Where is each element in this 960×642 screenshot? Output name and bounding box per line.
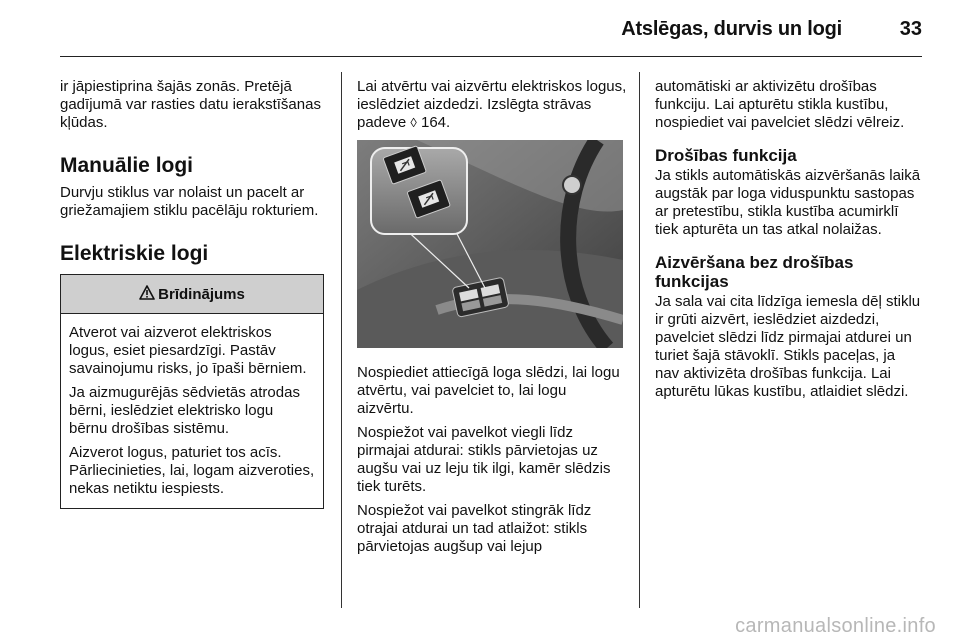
col2-paragraph-1: Nospiediet attiecīgā loga slēdzi, lai logu atvērtu, vai pavelciet to, lai logu aizvērtu. xyxy=(357,364,620,417)
header-divider xyxy=(60,56,922,57)
page-number: 33 xyxy=(899,18,922,40)
warning-paragraph-1: Atverot vai aizverot elektriskos logus, esiet piesardzīgi. Pastāv savainojumu risks, jo īpaši bērniem. xyxy=(69,324,307,377)
safety-function-heading: Drošības funkcija xyxy=(655,146,797,165)
column-divider-2 xyxy=(639,72,640,608)
page-reference[interactable]: 164. xyxy=(421,114,451,131)
safety-function-text: Ja stikls automātiskās aizvēršanās laikā augstāk par loga viduspunktu sastopas ar pretestību, stikla kustība acumirklī tiek apturēta un tas atkal nolaižas. xyxy=(655,167,921,238)
warning-body xyxy=(61,314,323,508)
column-3 xyxy=(655,78,923,407)
warning-paragraph-2: Ja aizmugurējās sēdvietās atrodas bērni, ieslēdziet elektrisko logu bērnu drošības sistēmu. xyxy=(69,384,300,437)
col2-intro xyxy=(357,78,627,132)
col2-paragraph-3: Nospiežot vai pavelkot stingrāk līdz otrajai atdurai un tad atlaižot: stikls pārvietojas augšup vai lejup xyxy=(357,502,592,555)
col2-intro-text: Lai atvērtu vai aizvērtu elektriskos logus, ieslēdziet aizdedzi. Izslēgta strāvas padeve xyxy=(357,78,627,131)
page-reference-icon: ◊ xyxy=(410,115,417,130)
page-title: Atslēgas, durvis un logi xyxy=(621,18,842,40)
col1-intro: ir jāpiestiprina šajās zonās. Pretējā gadījumā var rasties datu ierakstīšanas kļūdas. xyxy=(60,78,321,131)
column-2 xyxy=(357,78,627,562)
electric-windows-heading: Elektriskie logi xyxy=(60,242,209,265)
closing-without-safety-text: Ja sala vai cita līdzīga iemesla dēļ stiklu ir grūti aizvērt, ieslēdziet aizdedzi, pavelciet slēdzi līdz pirmajai atdurei un turiet šajā stāvoklī. Stikls paceļas, ja nav aktivizēta drošības funkcija. Lai apturētu lūkas kustību, atlaidiet slēdzi. xyxy=(655,293,921,400)
col3-paragraph-1: automātiski ar aktivizētu drošības funkciju. Lai apturētu stikla kustību, nospiediet vai pavelciet slēdzi vēlreiz. xyxy=(655,78,905,131)
col2-paragraph-2: Nospiežot vai pavelkot viegli līdz pirmajai atdurai: stikls pārvietojas uz augšu vai uz leju tik ilgi, kamēr slēdzis tiek turēts. xyxy=(357,424,611,495)
watermark: carmanualsonline.info xyxy=(735,615,936,637)
manual-windows-heading: Manuālie logi xyxy=(60,154,194,177)
warning-triangle-icon xyxy=(139,285,155,304)
column-divider-1 xyxy=(341,72,342,608)
column-1 xyxy=(60,78,328,509)
warning-header xyxy=(61,275,323,314)
manual-windows-text: Durvju stiklus var nolaist un pacelt ar griežamajiem stiklu pacēlāju rokturiem. xyxy=(60,184,319,219)
closing-without-safety-heading: Aizvēršana bez drošības funkcijas xyxy=(655,253,854,291)
warning-box xyxy=(60,274,324,509)
door-window-switch-illustration xyxy=(357,140,623,348)
warning-paragraph-3: Aizverot logus, paturiet tos acīs. Pārliecinieties, lai, logam aizveroties, nekas netiktu iespiests. xyxy=(69,444,315,497)
warning-title: Brīdinājums xyxy=(158,285,245,303)
